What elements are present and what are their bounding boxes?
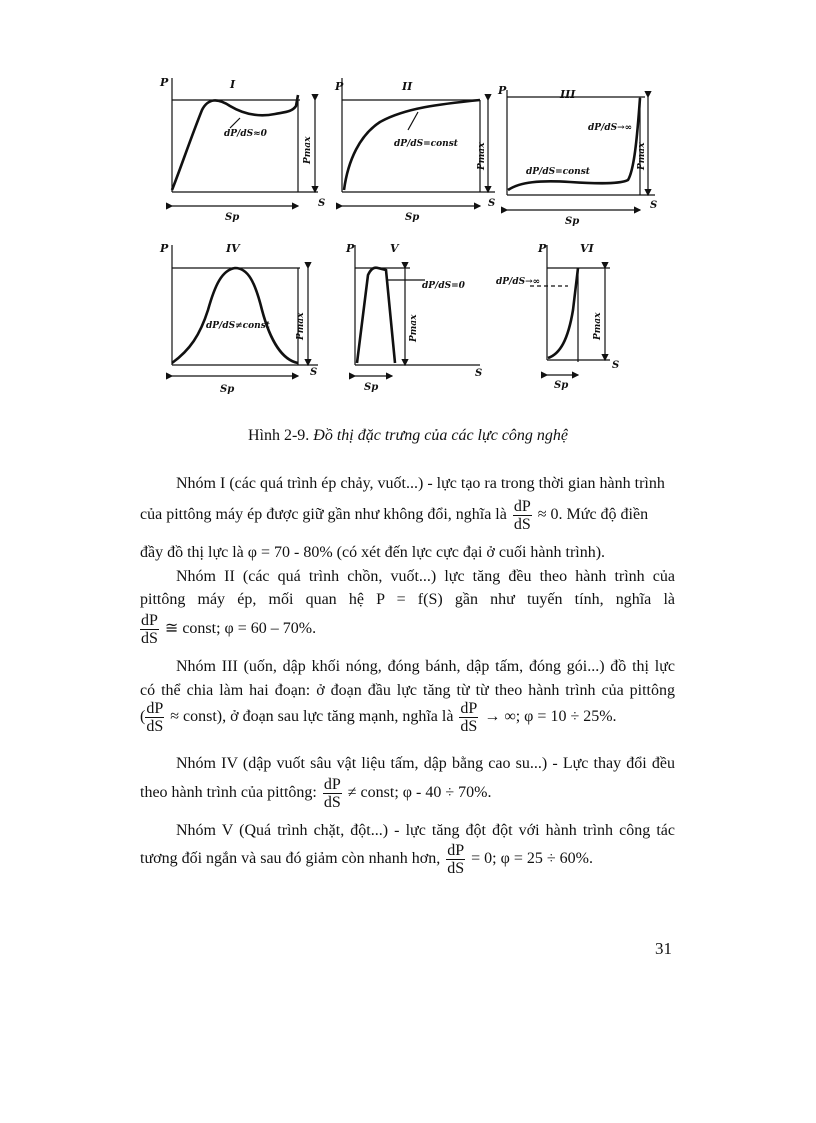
paragraph-group-iii-line-2 — [140, 680, 675, 702]
group-iii-text-3a: ( — [140, 708, 146, 726]
fraction-numerator: dP — [447, 842, 465, 859]
fraction-numerator: dP — [323, 776, 341, 793]
paragraph-group-iii-line-1 — [140, 656, 675, 678]
panel-vi-s-label: S — [612, 360, 620, 371]
panel-ii-p-label: P — [335, 80, 344, 93]
panel-vi-pmax-label: Pmax — [593, 312, 603, 340]
group-iii-text-3b: ≈ const), ở đoạn sau lực tăng mạnh, nghĩa là — [170, 708, 454, 726]
group-i-text-3: đầy đồ thị lực là φ = 70 - 80% (có xét đến lực cực đại ở cuối hành trình). — [140, 544, 606, 561]
panel-iii-s-label: S — [650, 200, 658, 211]
paragraph-group-ii-line-2 — [140, 589, 675, 611]
fraction-numerator: dP — [513, 498, 531, 515]
caption-prefix: Hình 2-9. — [247, 427, 314, 444]
paragraph-group-ii-line-3 — [140, 612, 675, 647]
fraction-denominator: dS — [513, 516, 531, 533]
paragraph-group-iii-line-3 — [140, 700, 675, 735]
panel-iii-annotation-steep: dP/dS→∞ — [588, 123, 633, 133]
panel-ii-label: II — [402, 80, 413, 93]
fraction-denominator: dS — [141, 630, 158, 647]
paragraph-group-iv-line-2 — [140, 776, 675, 811]
group-v-text-2b: = 0; φ = 25 ÷ 60%. — [471, 850, 593, 868]
caption-text: Đồ thị đặc trưng của các lực công nghệ — [313, 427, 569, 444]
panel-vi-annotation: dP/dS→∞ — [496, 277, 541, 287]
panel-i-s-label: S — [318, 198, 326, 209]
group-i-text-2a: của pittông máy ép được giữ gần như không đổi, nghĩa là — [140, 506, 507, 524]
fraction-numerator: dP — [141, 612, 158, 629]
panel-vi-sp-label: Sp — [554, 380, 569, 391]
group-i-text-1: Nhóm I (các quá trình ép chảy, vuốt...) - lực tạo ra trong thời gian hành trình — [176, 475, 665, 492]
panel-v-graph — [355, 245, 480, 376]
fraction-numerator: dP — [460, 700, 478, 717]
paragraph-group-i-line-2 — [140, 498, 675, 533]
group-iii-text-1: Nhóm III (uốn, dập khối nóng, đóng bánh, dập tấm, đóng gói...) đồ thị lực — [176, 658, 675, 675]
group-ii-text-2: pittông máy ép, mối quan hệ P = f(S) gần như tuyến tính, nghĩa là — [140, 591, 675, 608]
panel-i-sp-label: Sp — [225, 212, 240, 223]
fraction-denominator: dS — [447, 860, 465, 877]
panel-ii-annotation: dP/dS=const — [394, 139, 458, 149]
panel-i-p-label: P — [160, 76, 169, 89]
panel-i-pmax-label: Pmax — [303, 136, 313, 164]
panel-v-label: V — [390, 242, 399, 255]
panel-ii-sp-label: Sp — [405, 212, 420, 223]
panel-iii-pmax-label: Pmax — [637, 142, 647, 170]
group-ii-text-3: ≅ const; φ = 60 – 70%. — [164, 620, 317, 638]
panel-iv-graph — [172, 245, 318, 376]
fraction-denominator: dS — [460, 718, 478, 735]
paragraph-group-ii-line-1 — [140, 566, 675, 588]
panel-i-annotation: dP/dS≈0 — [224, 129, 267, 139]
group-ii-text-1: Nhóm II (các quá trình chồn, vuốt...) lực tăng đều theo hành trình của — [176, 568, 675, 585]
fraction-numerator: dP — [146, 700, 164, 717]
panel-v-sp-label: Sp — [364, 382, 379, 393]
panel-i-label: I — [230, 78, 236, 91]
panel-iv-p-label: P — [160, 242, 169, 255]
group-v-text-2a: tương đối ngắn và sau đó giảm còn nhanh hơn, — [140, 850, 441, 868]
panel-i-graph — [172, 78, 318, 206]
panel-iii-p-label: P — [498, 84, 507, 97]
fraction-denominator: dS — [323, 794, 341, 811]
fraction-dp-ds — [145, 700, 164, 735]
panel-iii-sp-label: Sp — [565, 216, 580, 227]
panel-iv-s-label: S — [310, 367, 318, 378]
panel-iv-pmax-label: Pmax — [296, 312, 306, 340]
panel-ii-pmax-label: Pmax — [477, 142, 487, 170]
panel-v-annotation: dP/dS=0 — [422, 281, 465, 291]
paragraph-group-i-line-3 — [140, 542, 675, 564]
paragraph-group-i-line-1 — [140, 473, 675, 495]
group-iv-text-2b: ≠ const; φ - 40 ÷ 70%. — [347, 784, 492, 802]
panel-iii-graph — [507, 90, 658, 211]
paragraph-group-v-line-1 — [140, 820, 675, 842]
fraction-dp-ds — [513, 498, 532, 533]
fraction-denominator: dS — [146, 718, 164, 735]
fraction-dp-ds — [323, 776, 342, 811]
figure-caption — [0, 427, 816, 445]
fraction-dp-ds — [140, 612, 159, 647]
page-number: 31 — [655, 939, 672, 958]
group-v-text-1: Nhóm V (Quá trình chặt, đột...) - lực tăng đột đột với hành trình công tác — [176, 822, 675, 839]
group-iv-text-2a: theo hành trình của pittông: — [140, 784, 317, 802]
panel-v-s-label: S — [475, 368, 483, 379]
panel-iv-sp-label: Sp — [220, 384, 235, 395]
group-iv-text-1: Nhóm IV (dập vuốt sâu vật liệu tấm, dập bằng cao su...) - Lực thay đổi đều — [176, 755, 675, 772]
panel-iii-label: III — [560, 88, 576, 101]
group-i-text-2b: ≈ 0. Mức độ điền — [537, 506, 649, 524]
panel-iii-annotation-flat: dP/dS=const — [526, 167, 590, 177]
panel-ii-s-label: S — [488, 198, 496, 209]
panel-vi-graph — [530, 245, 610, 375]
panel-iv-label: IV — [226, 242, 240, 255]
panel-v-p-label: P — [346, 242, 355, 255]
force-characteristic-figure — [150, 70, 660, 415]
paragraph-group-iv-line-1 — [140, 753, 675, 775]
panel-v-pmax-label: Pmax — [409, 314, 419, 342]
panel-vi-label: VI — [580, 242, 594, 255]
paragraph-group-v-line-2 — [140, 842, 675, 877]
group-iii-text-3c: → ∞; φ = 10 ÷ 25%. — [484, 708, 617, 726]
fraction-dp-ds — [446, 842, 465, 877]
fraction-dp-ds — [459, 700, 478, 735]
group-iii-text-2: có thể chia làm hai đoạn: ở đoạn đầu lực tăng từ từ theo hành trình của pittông — [140, 682, 675, 699]
panel-vi-p-label: P — [538, 242, 547, 255]
panel-iv-annotation: dP/dS≠const — [206, 321, 270, 331]
